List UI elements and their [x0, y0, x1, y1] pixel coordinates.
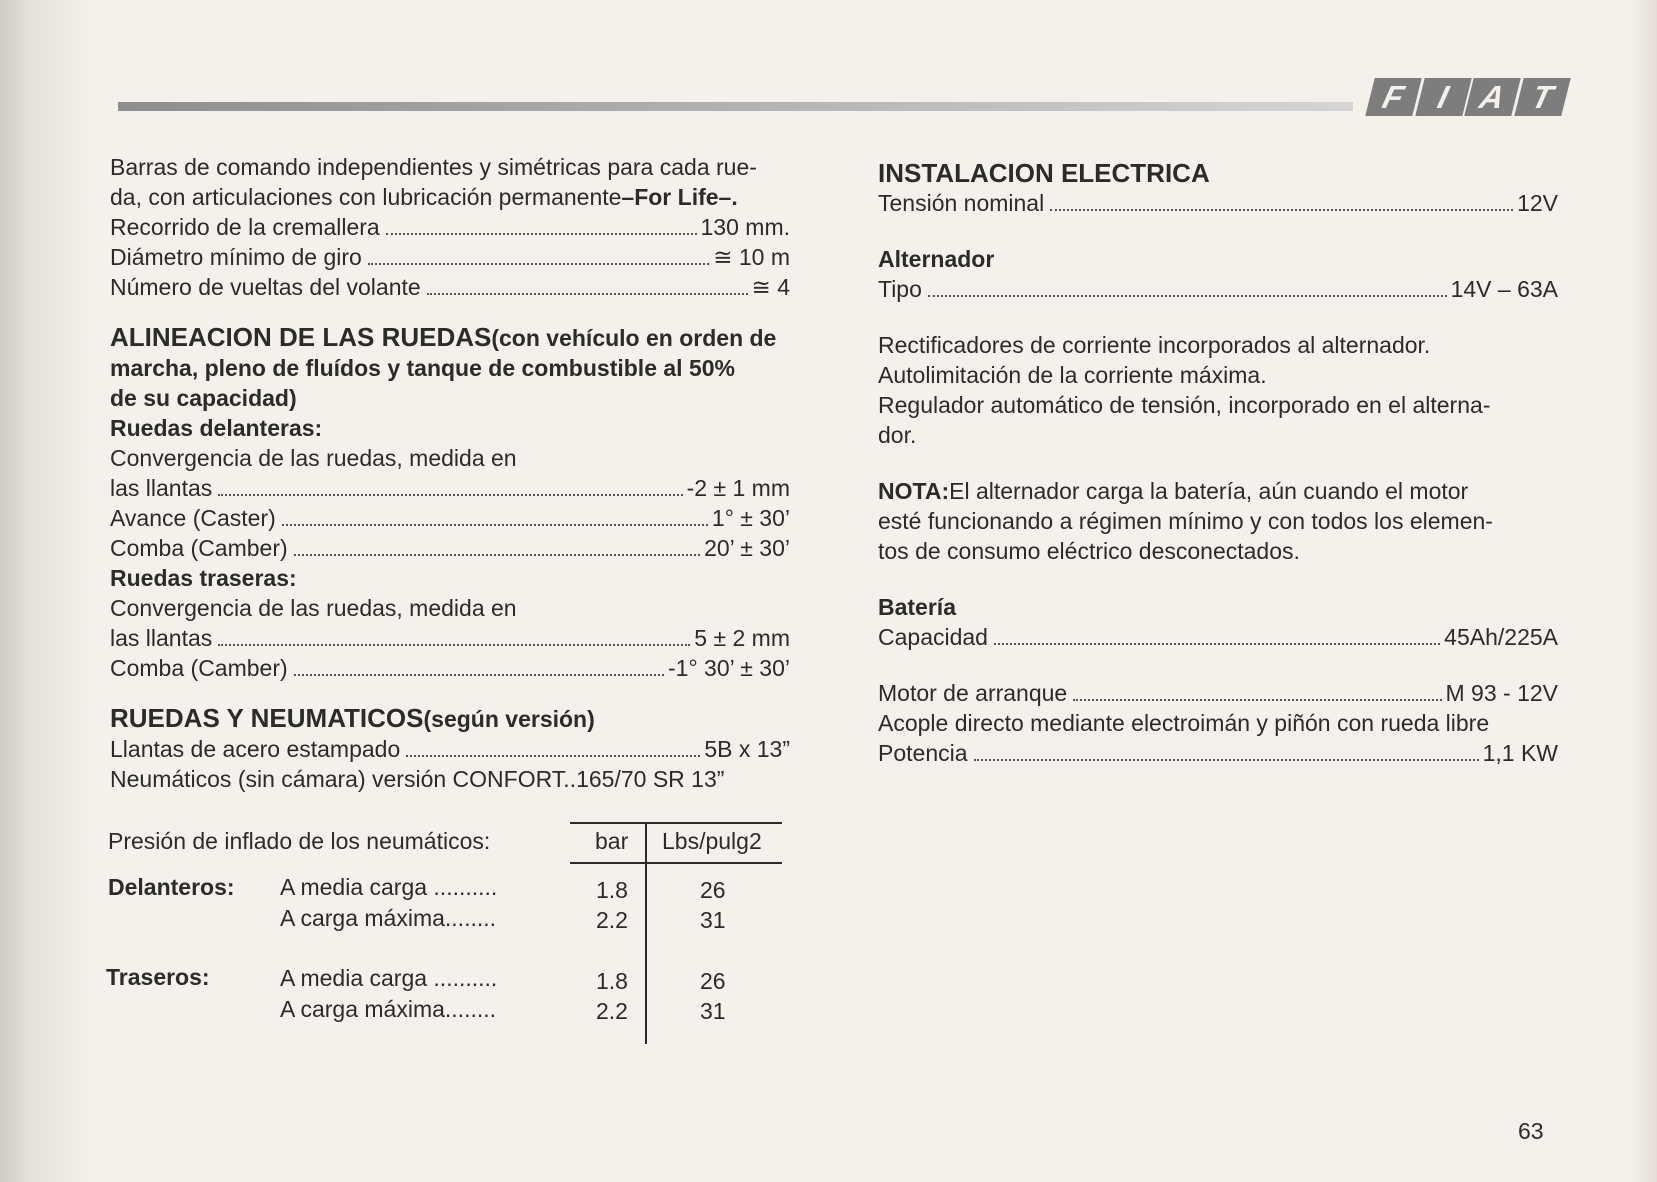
rear-half-bar: 1.8 [596, 968, 628, 994]
left-column [110, 152, 790, 794]
steering-text-1: Barras de comando independientes y simétricas para cada rue- [110, 154, 757, 180]
electrical-heading: INSTALACION ELECTRICA [878, 158, 1210, 188]
note-line-2: esté funcionando a régimen mínimo y con todos los elemen- [878, 508, 1493, 534]
rack-travel-row: Recorrido de la cremallera 130 mm. [110, 214, 790, 240]
table-top-rule [570, 822, 782, 824]
current-limit-text: Autolimitación de la corriente máxima. [878, 362, 1267, 388]
front-max-bar: 2.2 [596, 907, 628, 933]
alignment-heading-2: marcha, pleno de fluídos y tanque de combustible al 50% [110, 355, 735, 381]
logo-letter: T [1514, 78, 1570, 116]
rear-convergence-row: las llantas 5 ± 2 mm [110, 625, 790, 651]
rectifiers-text: Rectificadores de corriente incorporados al alternador. [878, 332, 1431, 358]
starter-note: Acople directo mediante electroimán y piñón con rueda libre [878, 710, 1490, 736]
fiat-logo [1370, 78, 1565, 116]
book-gutter-shadow [0, 0, 95, 1182]
front-convergence-row: las llantas -2 ± 1 mm [110, 475, 790, 501]
nominal-voltage-row: Tensión nominal 12V [878, 190, 1558, 216]
right-column [878, 158, 1558, 768]
header-rule [118, 102, 1353, 111]
wheels-tyres-heading: RUEDAS Y NEUMATICOS (según versión) [110, 703, 595, 733]
alignment-heading: ALINEACION DE LAS RUEDAS (con vehículo en orden de [110, 322, 777, 352]
caster-row: Avance (Caster) 1° ± 30’ [110, 505, 790, 531]
page-number: 63 [1518, 1118, 1544, 1144]
camber-row: Comba (Camber) 20’ ± 30’ [110, 535, 790, 561]
starter-motor-row: Motor de arranque M 93 - 12V [878, 680, 1558, 706]
front-max-lbs: 31 [700, 907, 726, 933]
steering-text-2: da, con articulaciones con lubricación permanente –For Life–. [110, 184, 738, 210]
rear-camber-row: Comba (Camber) -1° 30’ ± 30’ [110, 655, 790, 681]
alternator-type-row: Tipo 14V – 63A [878, 276, 1558, 302]
tyres-row: Neumáticos (sin cámara) versión CONFORT.. 165/70 SR 13” [110, 766, 725, 792]
front-half-lbs: 26 [700, 877, 726, 903]
front-wheels-title: Ruedas delanteras: [110, 415, 323, 441]
regulator-text: Regulador automático de tensión, incorporado en el alterna- [878, 392, 1491, 418]
front-half-bar: 1.8 [596, 877, 628, 903]
rear-wheels-title: Ruedas traseras: [110, 565, 297, 591]
front-half-load: A media carga .......... [280, 874, 498, 900]
rear-label: Traseros: [106, 964, 210, 990]
rear-convergence-label: Convergencia de las ruedas, medida en [110, 595, 517, 621]
col-header-lbs: Lbs/pulg2 [662, 828, 762, 854]
front-label: Delanteros: [108, 874, 235, 900]
rear-half-lbs: 26 [700, 968, 726, 994]
steering-turns-row: Número de vueltas del volante ≅ 4 [110, 274, 790, 300]
rear-max-bar: 2.2 [596, 998, 628, 1024]
pressure-title: Presión de inflado de los neumáticos: [108, 828, 491, 854]
rims-row: Llantas de acero estampado 5B x 13” [110, 736, 790, 762]
rear-max-load: A carga máxima........ [280, 996, 497, 1022]
regulator-text-2: dor. [878, 422, 917, 448]
logo-letter: A [1464, 78, 1520, 116]
battery-capacity-row: Capacidad 45Ah/225A [878, 624, 1558, 650]
note-line-3: tos de consumo eléctrico desconectados. [878, 538, 1300, 564]
rear-max-lbs: 31 [700, 998, 726, 1024]
logo-letter: F [1365, 78, 1421, 116]
col-header-bar: bar [595, 828, 629, 854]
alignment-heading-3: de su capacidad) [110, 385, 297, 411]
power-row: Potencia 1,1 KW [878, 740, 1558, 766]
rear-half-load: A media carga .......... [280, 965, 498, 991]
front-max-load: A carga máxima........ [280, 905, 497, 931]
battery-heading: Batería [878, 594, 956, 620]
turning-diameter-row: Diámetro mínimo de giro ≅ 10 m [110, 244, 790, 270]
table-header-rule [570, 862, 782, 864]
note-line-1: NOTA: El alternador carga la batería, aún cuando el motor [878, 478, 1469, 504]
alternator-heading: Alternador [878, 246, 995, 272]
logo-letter: I [1415, 78, 1471, 116]
page-edge [1629, 0, 1657, 1182]
table-column-divider [645, 822, 647, 1044]
front-convergence-label: Convergencia de las ruedas, medida en [110, 445, 517, 471]
